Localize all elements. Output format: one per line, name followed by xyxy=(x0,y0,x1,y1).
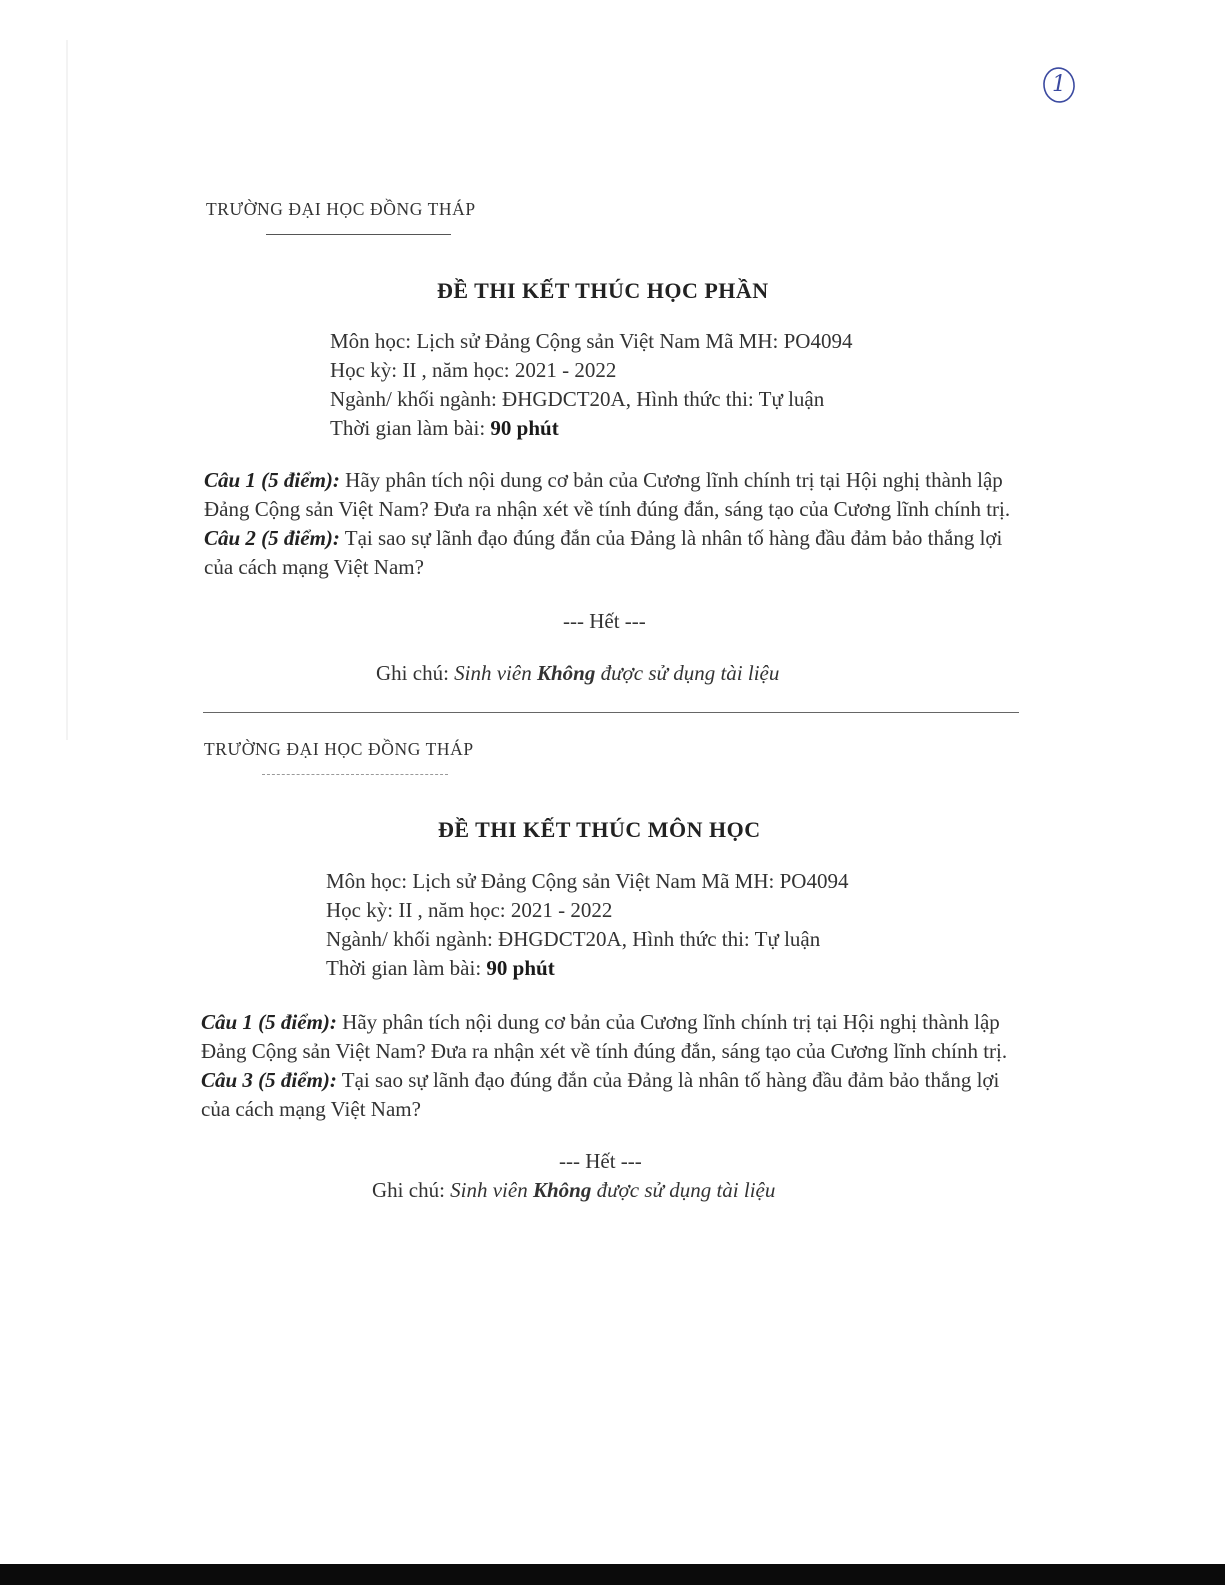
exam-note: Ghi chú: Sinh viên Không được sử dụng tài liệu xyxy=(376,661,780,685)
subject-line: Môn học: Lịch sử Đảng Cộng sản Việt Nam Mã MH: PO4094 xyxy=(330,329,853,353)
school-name: TRƯỜNG ĐẠI HỌC ĐỒNG THÁP xyxy=(204,739,474,759)
question-2-text: Tại sao sự lãnh đạo đúng đắn của Đảng là nhân tố hàng đầu đảm bảo thắng lợi của cách mạng Việt Nam? xyxy=(204,526,1003,579)
page-number-mark xyxy=(1042,66,1076,104)
scan-shadow xyxy=(66,40,68,740)
exam-meta xyxy=(330,327,852,443)
question-1-label: Câu 1 (5 điểm): xyxy=(204,468,340,492)
question-1-text: Hãy phân tích nội dung cơ bản của Cương lĩnh chính trị tại Hội nghị thành lập Đảng Cộng sản Việt Nam? Đưa ra nhận xét về tính đúng đắn, sáng tạo của Cương lĩnh chính trị. xyxy=(204,468,1011,521)
time-value: 90 phút xyxy=(486,956,555,980)
term-line: Học kỳ: II , năm học: 2021 - 2022 xyxy=(326,898,613,922)
time-line: Thời gian làm bài: 90 phút xyxy=(330,416,559,440)
exam-title: ĐỀ THI KẾT THÚC MÔN HỌC xyxy=(438,817,761,842)
term-line: Học kỳ: II , năm học: 2021 - 2022 xyxy=(330,358,617,382)
school-name: TRƯỜNG ĐẠI HỌC ĐỒNG THÁP xyxy=(206,199,476,219)
page-number: 1 xyxy=(1052,72,1066,97)
question-2-label: Câu 2 (5 điểm): xyxy=(204,526,340,550)
question-2 xyxy=(204,524,1026,582)
question-3 xyxy=(201,1066,1023,1124)
end-marker: --- Hết --- xyxy=(563,609,646,633)
exam-title: ĐỀ THI KẾT THÚC HỌC PHẦN xyxy=(437,278,769,303)
scan-bottom-edge xyxy=(0,1564,1225,1585)
school-underline xyxy=(266,234,451,235)
question-1-label: Câu 1 (5 điểm): xyxy=(201,1010,337,1034)
end-marker: --- Hết --- xyxy=(559,1149,642,1173)
questions-block xyxy=(204,466,1026,582)
question-1 xyxy=(204,466,1026,524)
exam-meta xyxy=(326,867,848,983)
time-line: Thời gian làm bài: 90 phút xyxy=(326,956,555,980)
question-1 xyxy=(201,1008,1023,1066)
major-line: Ngành/ khối ngành: ĐHGDCT20A, Hình thức thi: Tự luận xyxy=(330,387,825,411)
question-1-text: Hãy phân tích nội dung cơ bản của Cương lĩnh chính trị tại Hội nghị thành lập Đảng Cộng sản Việt Nam? Đưa ra nhận xét về tính đúng đắn, sáng tạo của Cương lĩnh chính trị. xyxy=(201,1010,1008,1063)
question-3-label: Câu 3 (5 điểm): xyxy=(201,1068,337,1092)
question-3-text: Tại sao sự lãnh đạo đúng đắn của Đảng là nhân tố hàng đầu đảm bảo thắng lợi của cách mạng Việt Nam? xyxy=(201,1068,1000,1121)
subject-line: Môn học: Lịch sử Đảng Cộng sản Việt Nam Mã MH: PO4094 xyxy=(326,869,849,893)
questions-block xyxy=(201,1008,1023,1124)
time-value: 90 phút xyxy=(490,416,559,440)
section-divider xyxy=(203,712,1019,713)
school-underline xyxy=(262,774,448,775)
exam-note: Ghi chú: Sinh viên Không được sử dụng tài liệu xyxy=(372,1178,776,1202)
major-line: Ngành/ khối ngành: ĐHGDCT20A, Hình thức thi: Tự luận xyxy=(326,927,821,951)
